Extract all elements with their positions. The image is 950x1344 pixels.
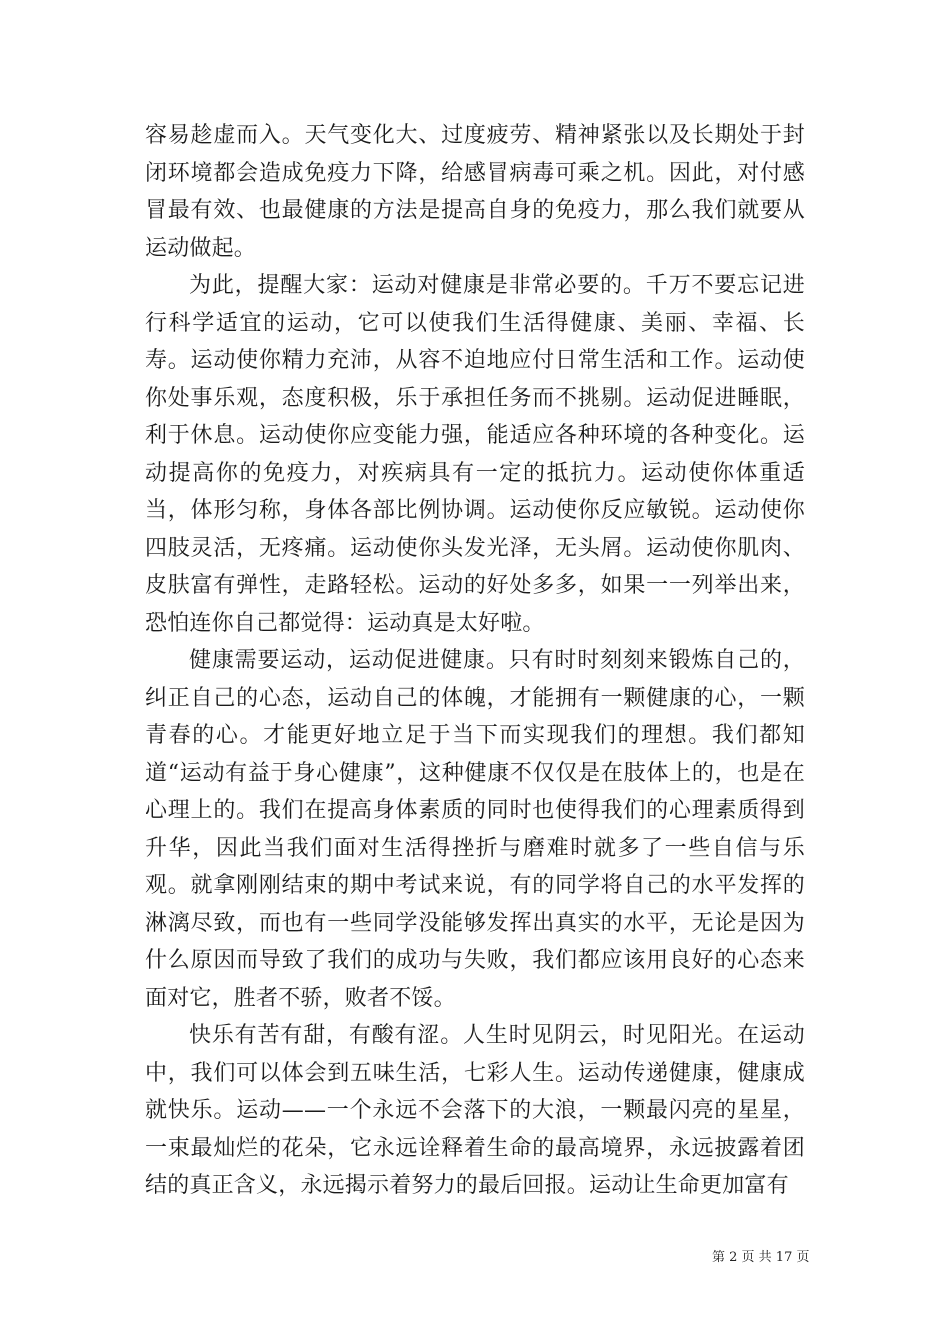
page-number: 第 2 页 共 17 页 (712, 1250, 810, 1265)
paragraph-4: 快乐有苦有甜，有酸有涩。人生时见阴云，时见阳光。在运动中，我们可以体会到五味生活，七彩人生。运动传递健康，健康成就快乐。运动——一个永远不会落下的大浪，一颗最闪亮的星星，一束最灿烂的花朵，它永远诠释着生命的最高境界，永远披露着团结的真正含义，永远揭示着努力的最后回报。运动让生命更加富有 (145, 1023, 805, 1198)
paragraph-1: 容易趁虚而入。天气变化大、过度疲劳、精神紧张以及长期处于封闭环境都会造成免疫力下降，给感冒病毒可乘之机。因此，对付感冒最有效、也最健康的方法是提高自身的免疫力，那么我们就要从运动做起。 (145, 123, 805, 261)
paragraph-2: 为此，提醒大家：运动对健康是非常必要的。千万不要忘记进行科学适宜的运动，它可以使我们生活得健康、美丽、幸福、长寿。运动使你精力充沛，从容不迫地应付日常生活和工作。运动使你处事乐观，态度积极，乐于承担任务而不挑剔。运动促进睡眠，利于休息。运动使你应变能力强，能适应各种环境的各种变化。运动提高你的免疫力，对疾病具有一定的抵抗力。运动使你体重适当，体形匀称，身体各部比例协调。运动使你反应敏锐。运动使你四肢灵活，无疼痛。运动使你头发光泽，无头屑。运动使你肌肉、皮肤富有弹性，走路轻松。运动的好处多多，如果一一列举出来，恐怕连你自己都觉得：运动真是太好啦。 (145, 273, 805, 636)
paragraph-3: 健康需要运动，运动促进健康。只有时时刻刻来锻炼自己的，纠正自己的心态，运动自己的体魄，才能拥有一颗健康的心，一颗青春的心。才能更好地立足于当下而实现我们的理想。我们都知道“运动有益于身心健康”，这种健康不仅仅是在肢体上的，也是在心理上的。我们在提高身体素质的同时也使得我们的心理素质得到升华，因此当我们面对生活得挫折与磨难时就多了一些自信与乐观。就拿刚刚结束的期中考试来说，有的同学将自己的水平发挥的淋漓尽致，而也有一些同学没能够发挥出真实的水平，无论是因为什么原因而导致了我们的成功与失败，我们都应该用良好的心态来面对它，胜者不骄，败者不馁。 (145, 648, 805, 1011)
document-body (145, 117, 805, 1205)
